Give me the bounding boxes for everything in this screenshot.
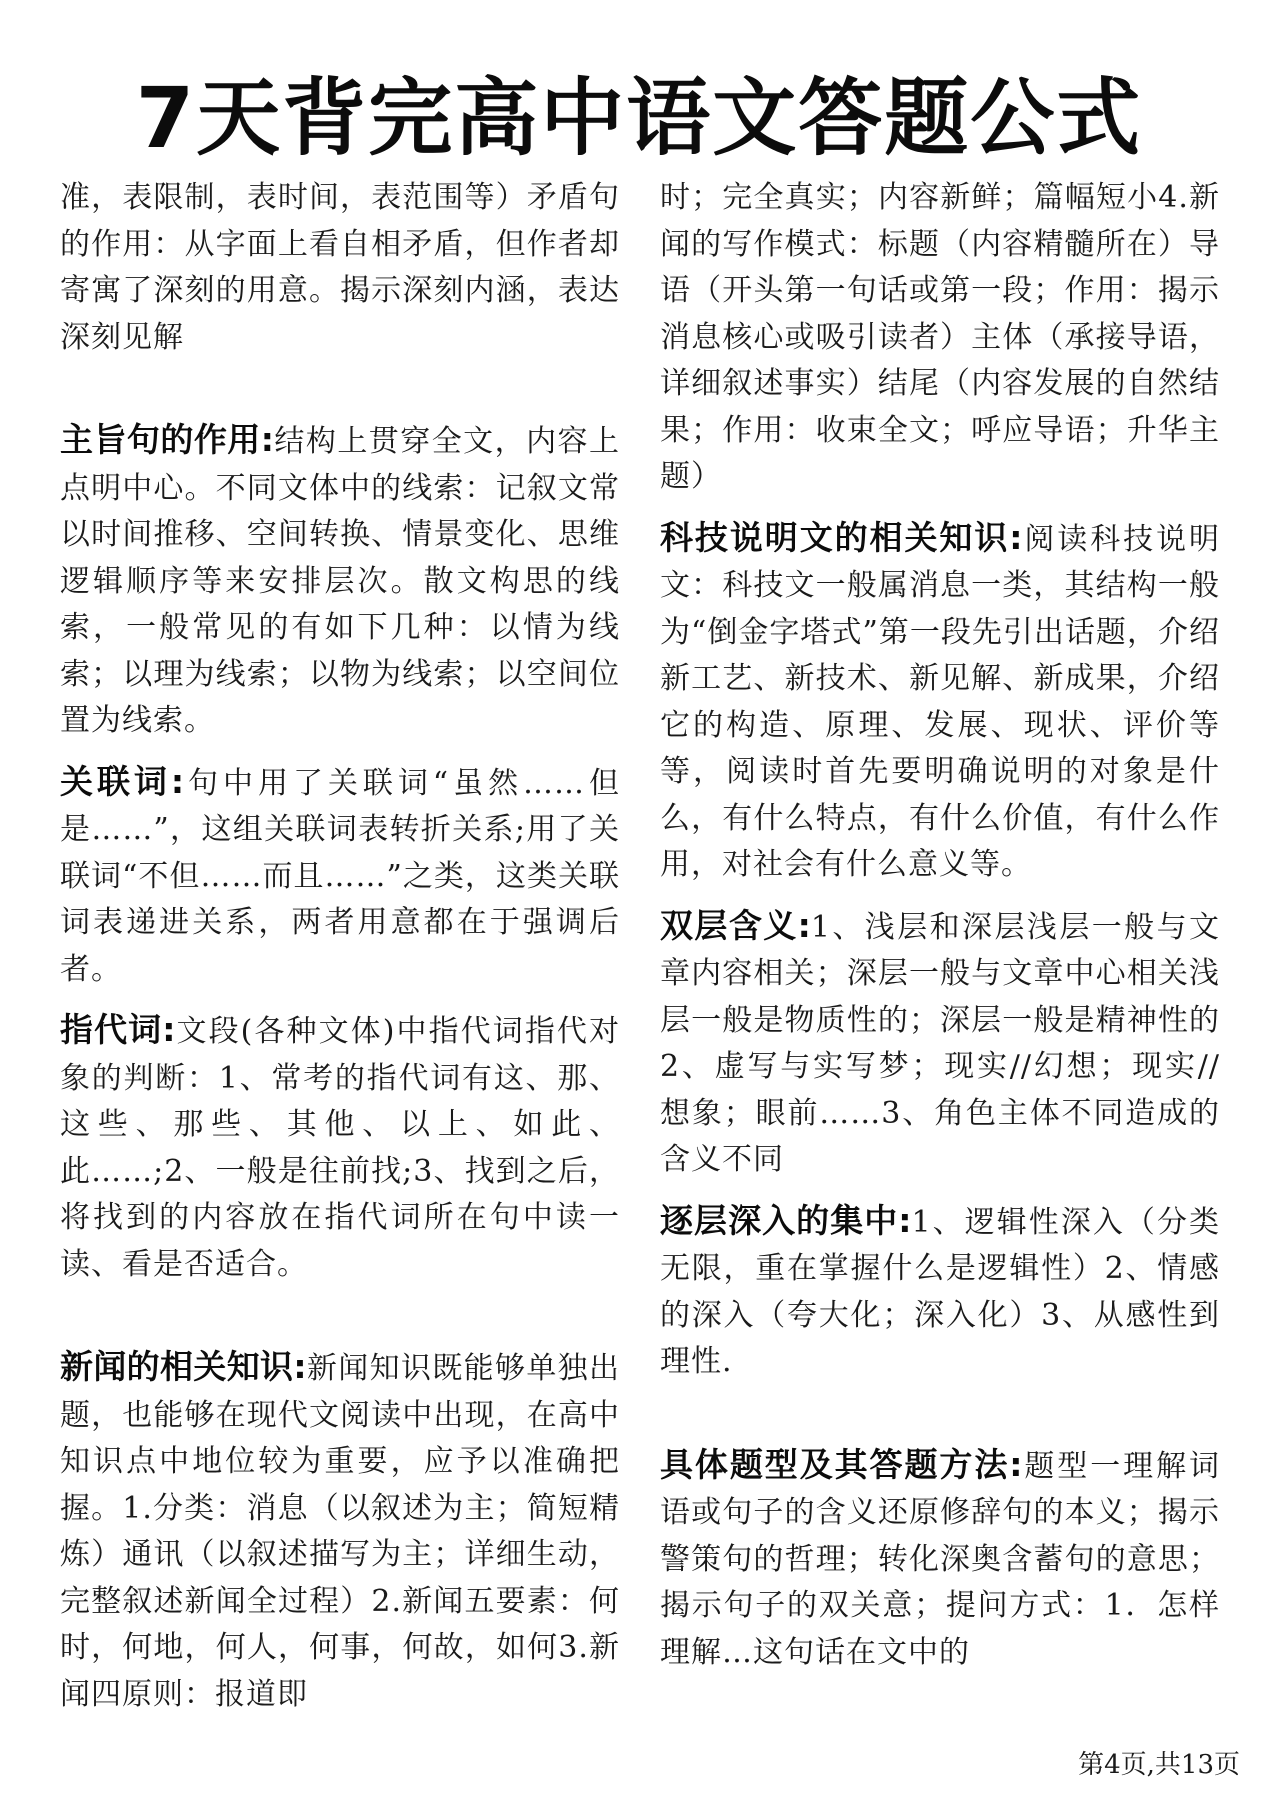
- theme-sentence-section: [60, 417, 620, 745]
- left-column: [60, 175, 620, 1718]
- science-text: 阅读科技说明文：科技文一般属消息一类，其结构一般为“倒金字塔式”第一段先引出话题，介绍新工艺、新技术、新见解、新成果，介绍它的构造、原理、发展、现状、评价等等，阅读时首先要明确说明的对象是什么，有什么特点，有什么价值，有什么作用，对社会有什么意义等。: [660, 521, 1221, 882]
- conjunctions-text: 句中用了关联词“虽然……但是……”，这组关联词表转折关系;用了关联词“不但……而且……”之类，这类关联词表递进关系，两者用意都在于强调后者。: [60, 765, 620, 987]
- page-title: 7天背完高中语文答题公式: [135, 69, 1143, 167]
- science-section: [660, 515, 1220, 889]
- layered-section: [660, 1198, 1220, 1386]
- news-heading: 新闻的相关知识:: [60, 1347, 307, 1386]
- news-section: [60, 1344, 620, 1718]
- conjunctions-section: [60, 759, 620, 994]
- question-types-heading: 具体题型及其答题方法:: [660, 1444, 1023, 1484]
- pronouns-section: [60, 1007, 620, 1288]
- pronouns-heading: 指代词:: [60, 1010, 176, 1049]
- intro-paragraph: 准，表限制，表时间，表范围等）矛盾句的作用：从字面上看自相矛盾，但作者却寄寓了深刻的用意。揭示深刻内涵，表达深刻见解: [60, 180, 620, 355]
- theme-sentence-text: 结构上贯穿全文，内容上点明中心。不同文体中的线索：记叙文常以时间推移、空间转换、情景变化、思维逻辑顺序等来安排层次。散文构思的线索，一般常见的有如下几种：以情为线索；以理为线索；以物为线索；以空间位置为线索。: [60, 424, 620, 738]
- layered-heading: 逐层深入的集中:: [660, 1200, 912, 1240]
- page-number: 第4页,共13页: [1078, 1750, 1240, 1780]
- question-types-text: 题型一理解词语或句子的含义还原修辞句的本义；揭示警策句的哲理；转化深奥含蓄句的意思；揭示句子的双关意；提问方式：1．怎样理解…这句话在文中的: [660, 1448, 1221, 1670]
- right-column: [660, 175, 1220, 1676]
- pronouns-text: 文段(各种文体)中指代词指代对象的判断：1、常考的指代词有这、那、这些、那些、其他、以上、如此、此……;2、一般是往前找;3、找到之后，将找到的内容放在指代词所在句中读一读、看是否适合。: [60, 1014, 620, 1282]
- double-meaning-section: [660, 903, 1220, 1184]
- double-meaning-heading: 双层含义:: [660, 905, 811, 945]
- news-continued-paragraph: 时；完全真实；内容新鲜；篇幅短小4.新闻的写作模式：标题（内容精髓所在）导语（开头第一句话或第一段；作用：揭示消息核心或吸引读者）主体（承接导语，详细叙述事实）结尾（内容发展的自然结果；作用：收束全文；呼应导语；升华主题）: [660, 180, 1220, 494]
- science-heading: 科技说明文的相关知识:: [660, 517, 1023, 557]
- layered-text: 1、逻辑性深入（分类无限，重在掌握什么是逻辑性）2、情感的深入（夸大化；深入化）3、从感性到理性.: [660, 1204, 1220, 1379]
- news-text: 新闻知识既能够单独出题，也能够在现代文阅读中出现，在高中知识点中地位较为重要，应予以准确把握。1.分类：消息（以叙述为主；简短精炼）通讯（以叙述描写为主；详细生动，完整叙述新闻全过程）2.新闻五要素：何时，何地，何人，何事，何故，如何3.新闻四原则：报道即: [60, 1351, 621, 1712]
- conjunctions-heading: 关联词:: [60, 761, 185, 801]
- question-types-section: [660, 1442, 1220, 1677]
- theme-sentence-heading: 主旨句的作用:: [60, 420, 274, 459]
- double-meaning-text: 1、浅层和深层浅层一般与文章内容相关；深层一般与文章中心相关浅层一般是物质性的；深层一般是精神性的2、虚写与实写梦；现实//幻想；现实//想象；眼前……3、角色主体不同造成的含义不同: [660, 909, 1220, 1177]
